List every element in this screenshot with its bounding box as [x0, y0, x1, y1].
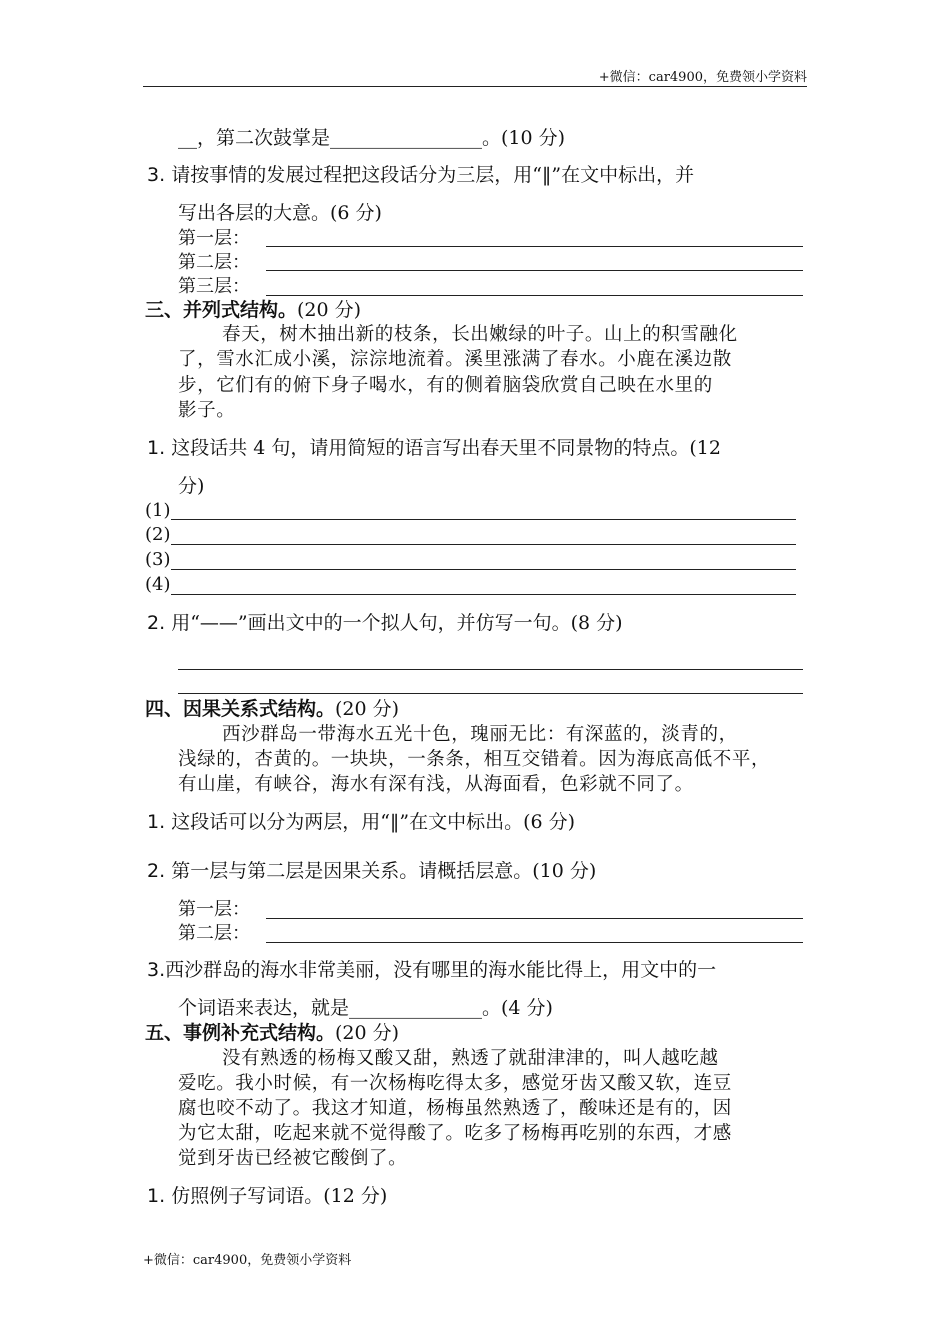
layer1-answer-line[interactable]	[266, 246, 803, 247]
section-title: 四、因果关系式结构。	[145, 698, 336, 720]
question-number: 2.	[147, 860, 166, 882]
question-text: 用“——”画出文中的一个拟人句，并仿写一句。(8 分)	[171, 612, 623, 634]
header-divider	[143, 86, 807, 87]
question-number: 1.	[147, 811, 166, 833]
section5-passage-line-1: 没有熟透的杨梅又酸又甜，熟透了就甜津津的，叫人越吃越	[222, 1048, 719, 1069]
section-score: (20 分)	[297, 299, 362, 321]
section3-passage-line-2: 了，雪水汇成小溪，淙淙地流着。溪里涨满了春水。小鹿在溪边散	[178, 349, 732, 370]
question-number: 3.	[147, 959, 166, 981]
question-number: 1.	[147, 1185, 166, 1207]
question-text: 请按事情的发展过程把这段话分为三层，用“‖”在文中标出，并	[171, 164, 695, 186]
prefix: 个词语来表达，就是	[178, 997, 350, 1019]
answer-blank[interactable]: ______________	[349, 997, 483, 1019]
question-text: 第一层与第二层是因果关系。请概括层意。(10 分)	[171, 860, 597, 882]
suffix: 。(10 分)	[482, 127, 566, 149]
question-number: 2.	[147, 612, 166, 634]
section4-heading	[145, 697, 399, 721]
section4-q1	[147, 810, 575, 834]
imitation-line-2[interactable]	[178, 693, 803, 694]
section-score: (20 分)	[335, 698, 400, 720]
blank-line-4[interactable]	[171, 594, 796, 595]
section4-q3-line1	[147, 958, 716, 982]
footer-watermark: +微信：car4900，免费领小学资料	[143, 1253, 352, 1268]
section3-passage-line-1: 春天，树木抽出新的枝条，长出嫩绿的叶子。山上的积雪融化	[222, 324, 738, 345]
section5-passage-line-5: 觉到牙齿已经被它酸倒了。	[178, 1148, 408, 1169]
section3-q1-line2: 分)	[178, 475, 205, 497]
section4-passage-line-3: 有山崖，有峡谷，海水有深有浅，从海面看，色彩就不同了。	[178, 774, 694, 795]
blank-label-4: (4)	[145, 574, 171, 595]
question-text: 这段话共 4 句，请用简短的语言写出春天里不同景物的特点。(12	[171, 437, 721, 459]
section5-heading	[145, 1021, 399, 1045]
blank-line-1[interactable]	[171, 519, 796, 520]
s4-layer1-label: 第一层：	[178, 899, 250, 920]
layer3-answer-line[interactable]	[266, 295, 803, 296]
question-number: 1.	[147, 437, 166, 459]
layer1-label: 第一层：	[178, 228, 250, 249]
section2-q3-line1	[147, 163, 694, 187]
s4-layer2-answer-line[interactable]	[266, 942, 803, 943]
section3-passage-line-3: 步，它们有的俯下身子喝水，有的侧着脑袋欣赏自己映在水里的	[178, 375, 713, 396]
section-score: (20 分)	[335, 1022, 400, 1044]
imitation-line-1[interactable]	[178, 669, 803, 670]
layer3-label: 第三层：	[178, 276, 250, 297]
section3-passage-line-4: 影子。	[178, 400, 236, 421]
question-number: 3.	[147, 164, 166, 186]
section5-passage-line-4: 为它太甜，吃起来就不觉得酸了。吃多了杨梅再吃别的东西，才感	[178, 1123, 732, 1144]
blank-line-3[interactable]	[171, 569, 796, 570]
question-text: 西沙群岛的海水非常美丽，没有哪里的海水能比得上，用文中的一	[165, 959, 717, 981]
blank-line-2[interactable]	[171, 544, 796, 545]
section3-q1-line1	[147, 436, 721, 460]
blank-label-1: (1)	[145, 500, 171, 521]
section4-passage-line-1: 西沙群岛一带海水五光十色，瑰丽无比：有深蓝的，淡青的，	[222, 724, 738, 745]
section3-q2	[147, 611, 623, 635]
section5-passage-line-2: 爱吃。我小时候，有一次杨梅吃得太多，感觉牙齿又酸又软，连豆	[178, 1073, 732, 1094]
question-text: 仿照例子写词语。(12 分)	[171, 1185, 388, 1207]
suffix: 。(4 分)	[482, 997, 553, 1019]
prefix: __，第二次鼓掌是	[178, 127, 331, 149]
section3-heading	[145, 298, 361, 322]
section4-q3-line2	[178, 996, 553, 1020]
section4-passage-line-2: 浅绿的，杏黄的。一块块，一条条，相互交错着。因为海底高低不平，	[178, 749, 771, 770]
layer2-label: 第二层：	[178, 252, 250, 273]
section5-passage-line-3: 腐也咬不动了。我这才知道，杨梅虽然熟透了，酸味还是有的，因	[178, 1098, 732, 1119]
s4-layer2-label: 第二层：	[178, 923, 250, 944]
question-text: 这段话可以分为两层，用“‖”在文中标出。(6 分)	[171, 811, 576, 833]
blank-label-2: (2)	[145, 524, 171, 545]
header-watermark: +微信：car4900，免费领小学资料	[598, 70, 807, 85]
answer-blank[interactable]: ________________	[330, 127, 483, 149]
section4-q2	[147, 859, 596, 883]
s4-layer1-answer-line[interactable]	[266, 918, 803, 919]
section2-q3-line2: 写出各层的大意。(6 分)	[178, 202, 382, 224]
section-title: 五、事例补充式结构。	[145, 1022, 336, 1044]
section2-line-1	[178, 126, 565, 150]
blank-label-3: (3)	[145, 549, 171, 570]
layer2-answer-line[interactable]	[266, 270, 803, 271]
section-title: 三、并列式结构。	[145, 299, 298, 321]
section5-q1	[147, 1184, 387, 1208]
